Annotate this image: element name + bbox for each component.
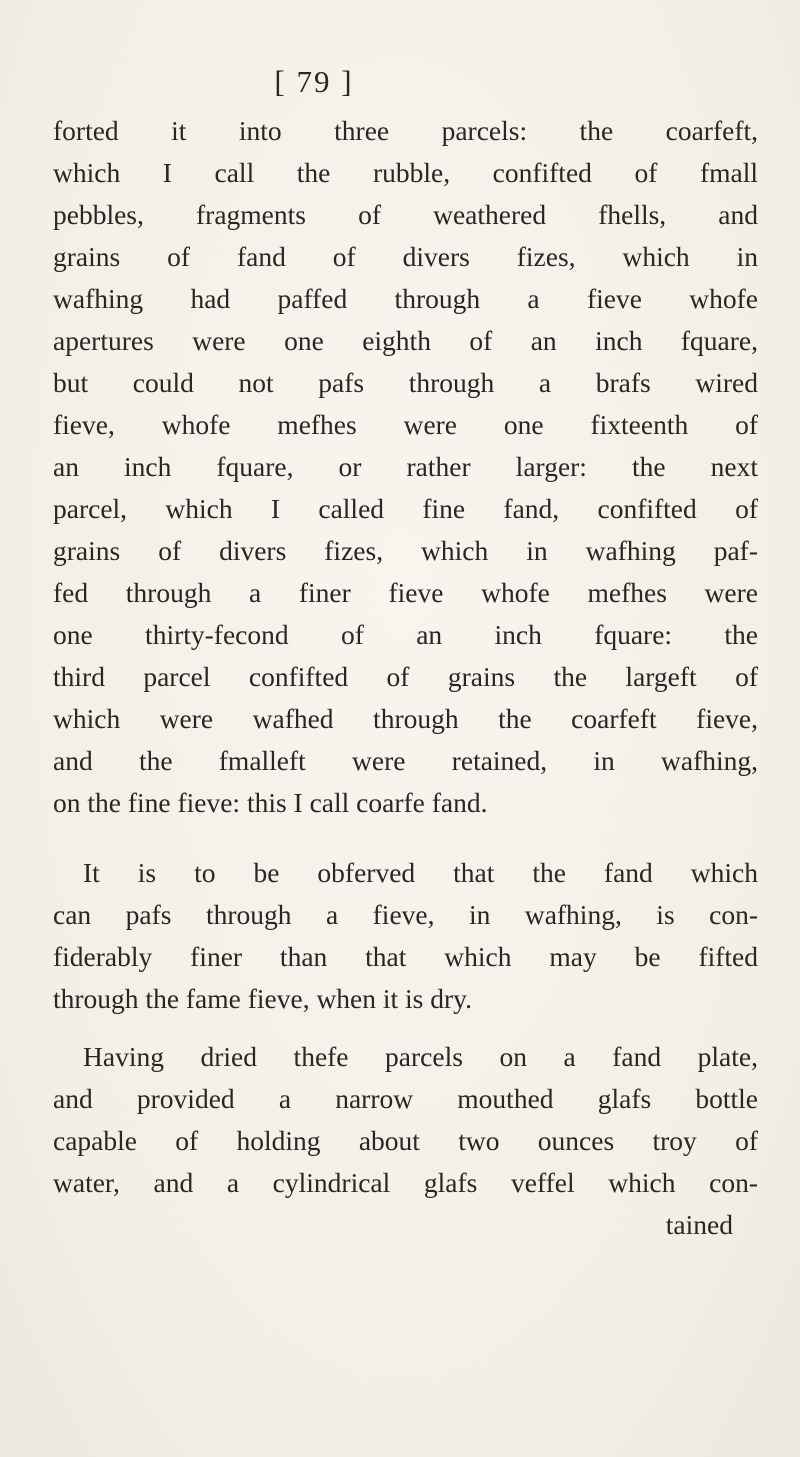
text-line: and the fmalleft were retained, in wafhing, xyxy=(53,745,758,776)
text-line: but could not pafs through a brafs wired xyxy=(53,367,758,398)
catchword: tained xyxy=(665,1209,733,1240)
text-line: fiderably finer than that which may be fifted xyxy=(53,941,758,972)
text-line: on the fine fieve: this I call coarfe fand. xyxy=(53,787,488,818)
text-line: third parcel confifted of grains the largeft of xyxy=(53,661,758,692)
text-line: and provided a narrow mouthed glafs bottle xyxy=(53,1083,758,1114)
paragraph-gap xyxy=(53,824,758,852)
page-number: [ 79 ] xyxy=(274,64,354,99)
text-line: apertures were one eighth of an inch fquare, xyxy=(53,325,758,356)
text-line: pebbles, fragments of weathered fhells, and xyxy=(53,199,758,230)
text-line: can pafs through a fieve, in wafhing, is con- xyxy=(53,899,758,930)
text-line: fieve, whofe mefhes were one fixteenth of xyxy=(53,409,758,440)
text-line: parcel, which I called fine fand, confifted of xyxy=(53,493,758,524)
text-line: grains of divers fizes, which in wafhing paf- xyxy=(53,535,758,566)
paragraph-1 xyxy=(53,110,758,824)
text-line: Having dried thefe parcels on a fand plate, xyxy=(83,1041,758,1072)
text-line: forted it into three parcels: the coarfeft, xyxy=(53,115,758,146)
paragraph-3 xyxy=(53,1036,758,1204)
text-line: through the fame fieve, when it is dry. xyxy=(53,983,472,1014)
paragraph-2 xyxy=(53,852,758,1020)
text-line: It is to be obferved that the fand which xyxy=(83,857,758,888)
paragraph-gap xyxy=(53,1020,758,1036)
text-line: wafhing had paffed through a fieve whofe xyxy=(53,283,758,314)
text-line: one thirty-fecond of an inch fquare: the xyxy=(53,619,758,650)
text-line: grains of fand of divers fizes, which in xyxy=(53,241,758,272)
body-text xyxy=(53,110,758,1246)
text-line: capable of holding about two ounces troy of xyxy=(53,1125,758,1156)
text-line: fed through a finer fieve whofe mefhes were xyxy=(53,577,758,608)
text-line: an inch fquare, or rather larger: the next xyxy=(53,451,758,482)
text-line: which I call the rubble, confifted of fmall xyxy=(53,157,758,188)
text-line: water, and a cylindrical glafs veffel which con- xyxy=(53,1167,758,1198)
text-line: which were wafhed through the coarfeft fieve, xyxy=(53,703,758,734)
